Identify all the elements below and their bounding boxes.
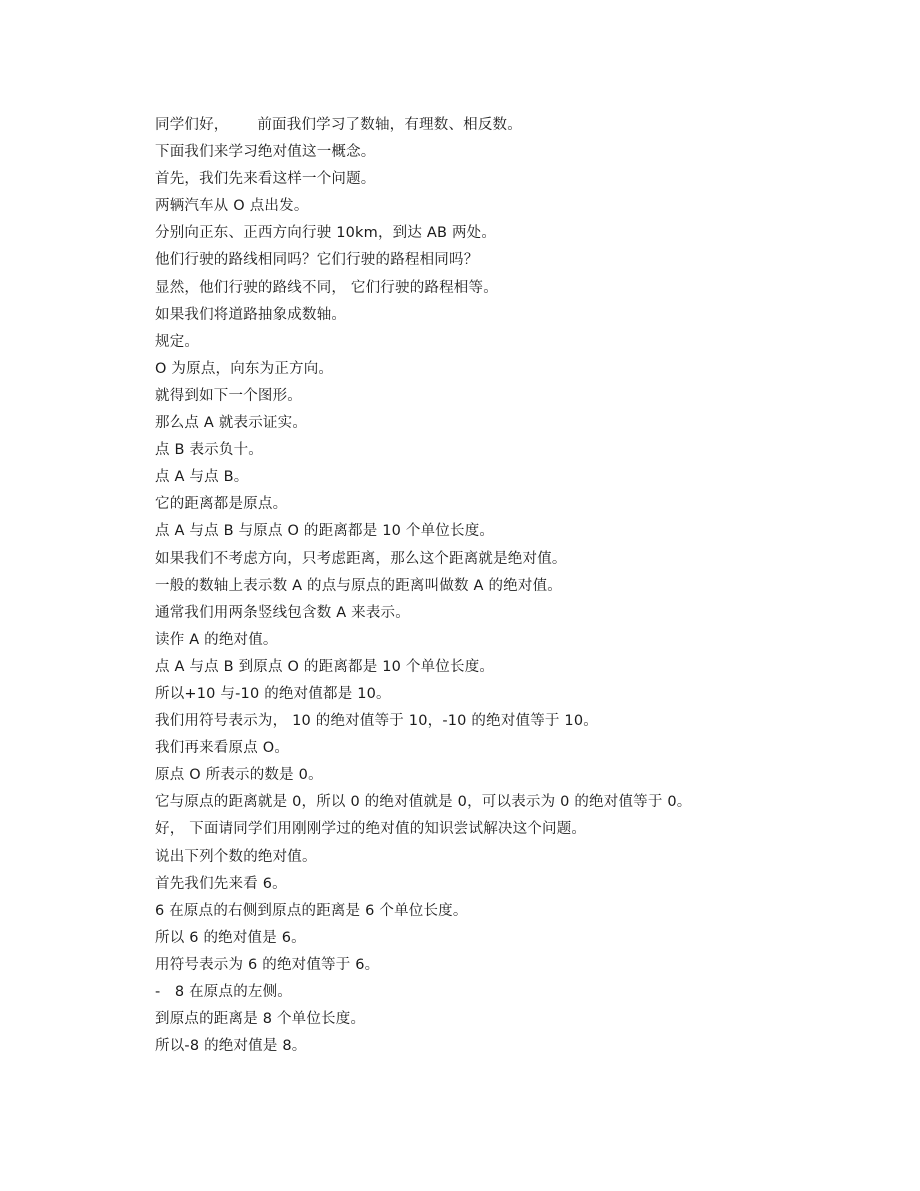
- text-line: 首先，我们先来看这样一个问题。: [155, 171, 376, 188]
- text-lines: [155, 112, 855, 1060]
- text-line: 所以+10 与-10 的绝对值都是 10。: [155, 685, 391, 702]
- text-line: - 8 在原点的左侧。: [155, 984, 292, 1000]
- text-line: 两辆汽车从 O 点出发。: [155, 198, 309, 215]
- text-line: 用符号表示为 6 的绝对值等于 6。: [155, 956, 380, 973]
- text-line: 分别向正东、正西方向行驶 10km，到达 AB 两处。: [155, 225, 497, 242]
- text-line: 6 在原点的右侧到原点的距离是 6 个单位长度。: [155, 902, 468, 919]
- text-line: 下面我们来学习绝对值这一概念。: [155, 144, 376, 161]
- text-line: 到原点的距离是 8 个单位长度。: [155, 1011, 366, 1028]
- text-line: 点 A 与点 B 与原点 O 的距离都是 10 个单位长度。: [155, 523, 495, 540]
- text-line: 所以-8 的绝对值是 8。: [155, 1038, 307, 1055]
- text-line: 点 A 与点 B。: [155, 469, 249, 486]
- text-line: 首先我们先来看 6。: [155, 875, 287, 892]
- text-line: 同学们好， 前面我们学习了数轴，有理数、相反数。: [155, 117, 522, 133]
- text-line: 如果我们不考虑方向，只考虑距离，那么这个距离就是绝对值。: [155, 550, 567, 567]
- text-line: 就得到如下一个图形。: [155, 387, 302, 404]
- text-line: 通常我们用两条竖线包含数 A 来表示。: [155, 604, 410, 621]
- text-line: 点 A 与点 B 到原点 O 的距离都是 10 个单位长度。: [155, 658, 495, 675]
- text-line: 那么点 A 就表示证实。: [155, 415, 308, 432]
- text-line: 我们再来看原点 O。: [155, 740, 290, 757]
- text-line: 如果我们将道路抽象成数轴。: [155, 306, 347, 323]
- text-line: 好， 下面请同学们用刚刚学过的绝对值的知识尝试解决这个问题。: [155, 821, 587, 838]
- text-line: 所以 6 的绝对值是 6。: [155, 929, 306, 946]
- text-line: 原点 O 所表示的数是 0。: [155, 767, 323, 784]
- text-line: 它的距离都是原点。: [155, 496, 288, 513]
- text-line: 他们行驶的路线相同吗？它们行驶的路程相同吗？: [155, 252, 479, 269]
- text-line: 读作 A 的绝对值。: [155, 631, 278, 648]
- text-line: 它与原点的距离就是 0，所以 0 的绝对值就是 0，可以表示为 0 的绝对值等于 0。: [155, 794, 692, 811]
- text-line: 一般的数轴上表示数 A 的点与原点的距离叫做数 A 的绝对值。: [155, 577, 562, 594]
- text-line: 显然，他们行驶的路线不同， 它们行驶的路程相等。: [155, 279, 498, 296]
- text-line: 说出下列个数的绝对值。: [155, 848, 317, 865]
- text-line: 我们用符号表示为， 10 的绝对值等于 10，-10 的绝对值等于 10。: [155, 713, 598, 730]
- text-line: 规定。: [155, 333, 200, 350]
- text-line: 点 B 表示负十。: [155, 442, 263, 459]
- text-line: O 为原点，向东为正方向。: [155, 360, 334, 377]
